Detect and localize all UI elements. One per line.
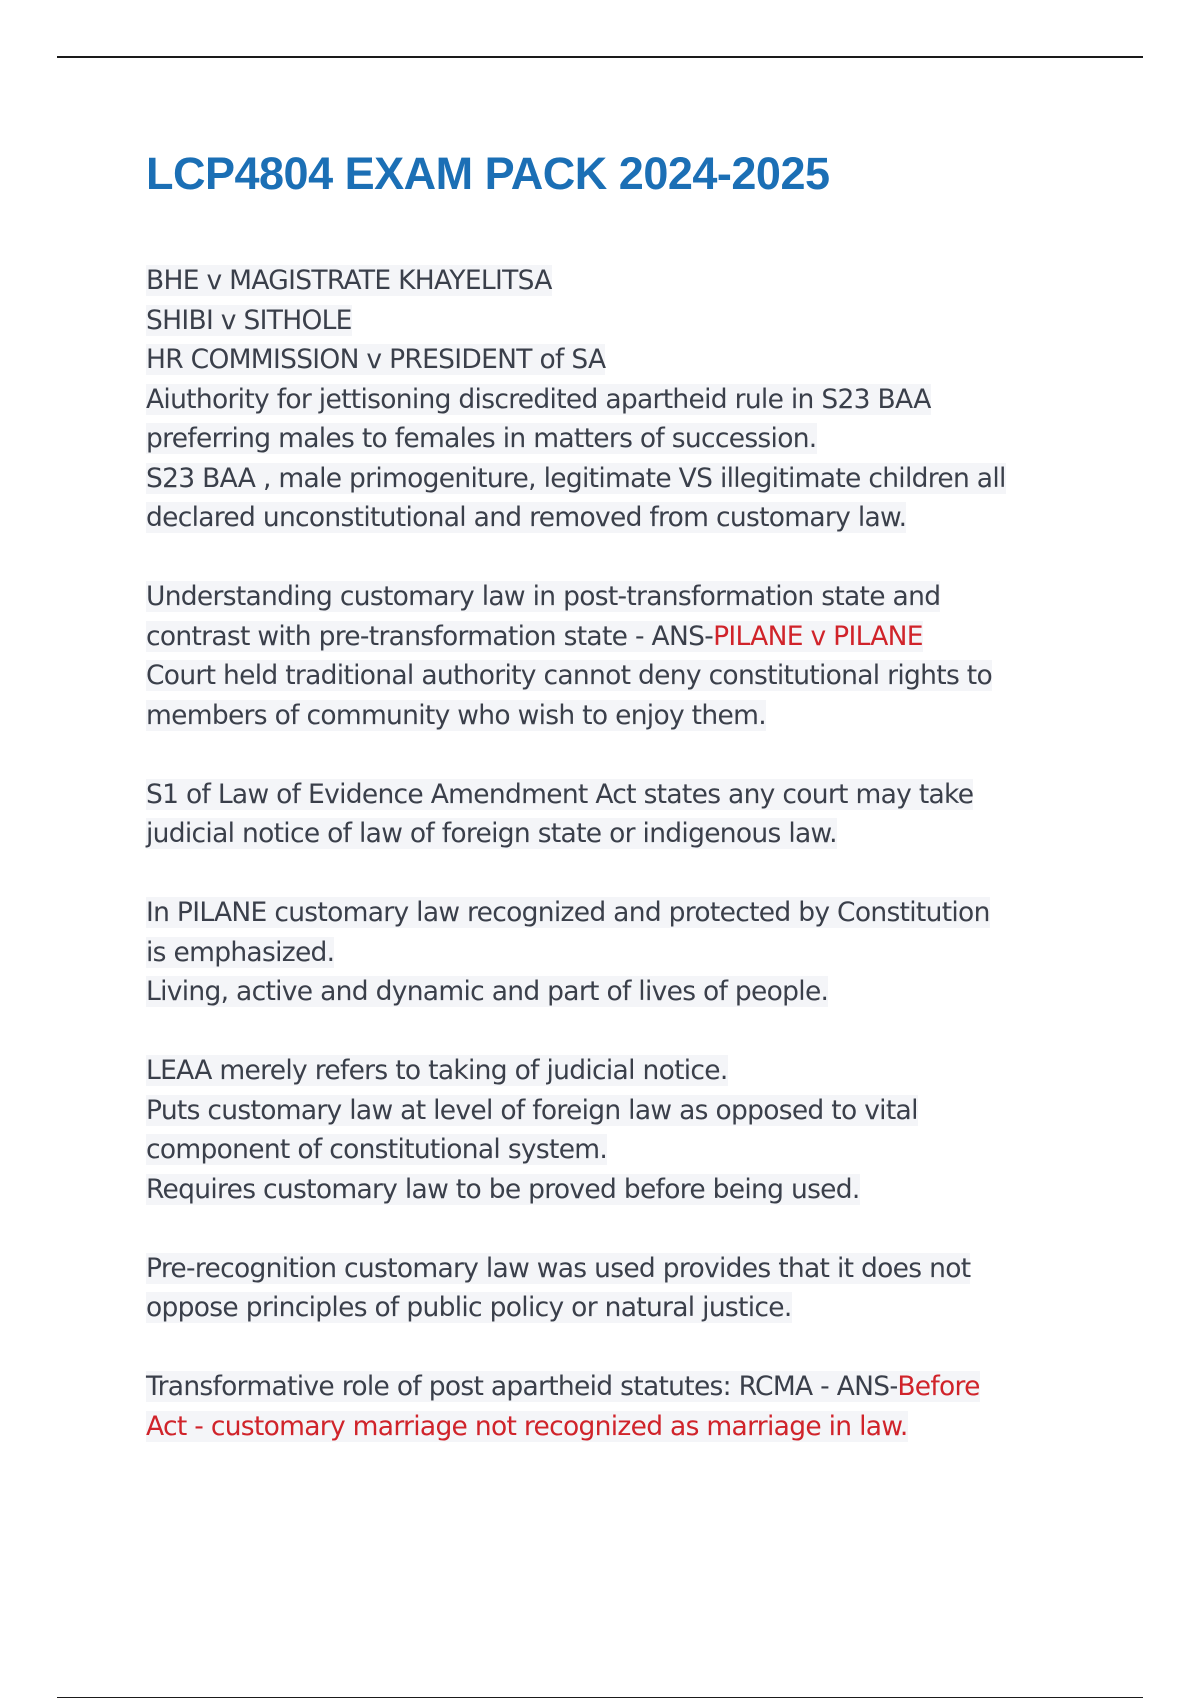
text-line bbox=[146, 1130, 1146, 1170]
text-line bbox=[146, 775, 1146, 815]
line-text: S1 of Law of Evidence Amendment Act states any court may take bbox=[146, 778, 974, 810]
top-rule bbox=[57, 56, 1143, 58]
line-text: judicial notice of law of foreign state or indigenous law. bbox=[146, 818, 837, 849]
line-text: declared unconstitutional and removed from customary law. bbox=[146, 502, 907, 533]
text-line bbox=[146, 617, 1146, 657]
paragraph bbox=[146, 1367, 1146, 1446]
text-line bbox=[146, 696, 1146, 736]
line-text: is emphasized. bbox=[146, 936, 335, 968]
line-text: S23 BAA , male primogeniture, legitimate VS illegitimate children all bbox=[146, 462, 1006, 494]
line-text: In PILANE customary law recognized and protected by Constitution bbox=[146, 897, 990, 928]
answer-text: Act - customary marriage not recognized as marriage in law. bbox=[146, 1410, 908, 1442]
line-text: Puts customary law at level of foreign law as opposed to vital bbox=[146, 1094, 918, 1126]
text-line bbox=[146, 972, 1146, 1012]
line-text: Court held traditional authority cannot deny constitutional rights to bbox=[146, 660, 992, 691]
line-text: preferring males to females in matters of succession. bbox=[146, 423, 817, 454]
line-text: Requires customary law to be proved before being used. bbox=[146, 1173, 860, 1205]
text-line bbox=[146, 301, 1146, 341]
line-text: BHE v MAGISTRATE KHAYELITSA bbox=[146, 265, 552, 296]
line-text: Pre-recognition customary law was used provides that it does not bbox=[146, 1252, 971, 1284]
answer-text: Before bbox=[897, 1371, 980, 1402]
answer-text: PILANE v PILANE bbox=[713, 620, 923, 652]
line-text: contrast with pre-transformation state - ANS- bbox=[146, 620, 714, 652]
text-line bbox=[146, 459, 1146, 499]
text-line bbox=[146, 1170, 1146, 1210]
bottom-rule bbox=[57, 1697, 1143, 1698]
line-text: members of community who wish to enjoy them. bbox=[146, 699, 766, 731]
text-line bbox=[146, 1407, 1146, 1447]
text-line bbox=[146, 1051, 1146, 1091]
line-text: oppose principles of public policy or natural justice. bbox=[146, 1292, 792, 1323]
text-line bbox=[146, 1249, 1146, 1289]
paragraph bbox=[146, 261, 1146, 538]
line-text: LEAA merely refers to taking of judicial notice. bbox=[146, 1055, 728, 1086]
line-text: SHIBI v SITHOLE bbox=[146, 304, 352, 336]
text-line bbox=[146, 1288, 1146, 1328]
text-line bbox=[146, 1091, 1146, 1131]
line-text: Living, active and dynamic and part of lives of people. bbox=[146, 976, 829, 1007]
paragraph bbox=[146, 1051, 1146, 1209]
line-text: Transformative role of post apartheid statutes: RCMA - ANS- bbox=[146, 1371, 898, 1402]
paragraph bbox=[146, 893, 1146, 1012]
paragraph bbox=[146, 1249, 1146, 1328]
text-line bbox=[146, 656, 1146, 696]
text-line bbox=[146, 380, 1146, 420]
text-line bbox=[146, 893, 1146, 933]
line-text: HR COMMISSION v PRESIDENT of SA bbox=[146, 344, 606, 375]
line-text: component of constitutional system. bbox=[146, 1134, 608, 1165]
text-line bbox=[146, 498, 1146, 538]
document-body bbox=[146, 261, 1146, 1486]
text-line bbox=[146, 577, 1146, 617]
paragraph bbox=[146, 577, 1146, 735]
line-text: Aiuthority for jettisoning discredited apartheid rule in S23 BAA bbox=[146, 383, 931, 415]
text-line bbox=[146, 419, 1146, 459]
text-line bbox=[146, 814, 1146, 854]
text-line bbox=[146, 933, 1146, 973]
text-line bbox=[146, 261, 1146, 301]
text-line bbox=[146, 1367, 1146, 1407]
document-title: LCP4804 EXAM PACK 2024-2025 bbox=[146, 148, 830, 199]
line-text: Understanding customary law in post-transformation state and bbox=[146, 581, 941, 612]
text-line bbox=[146, 340, 1146, 380]
paragraph bbox=[146, 775, 1146, 854]
